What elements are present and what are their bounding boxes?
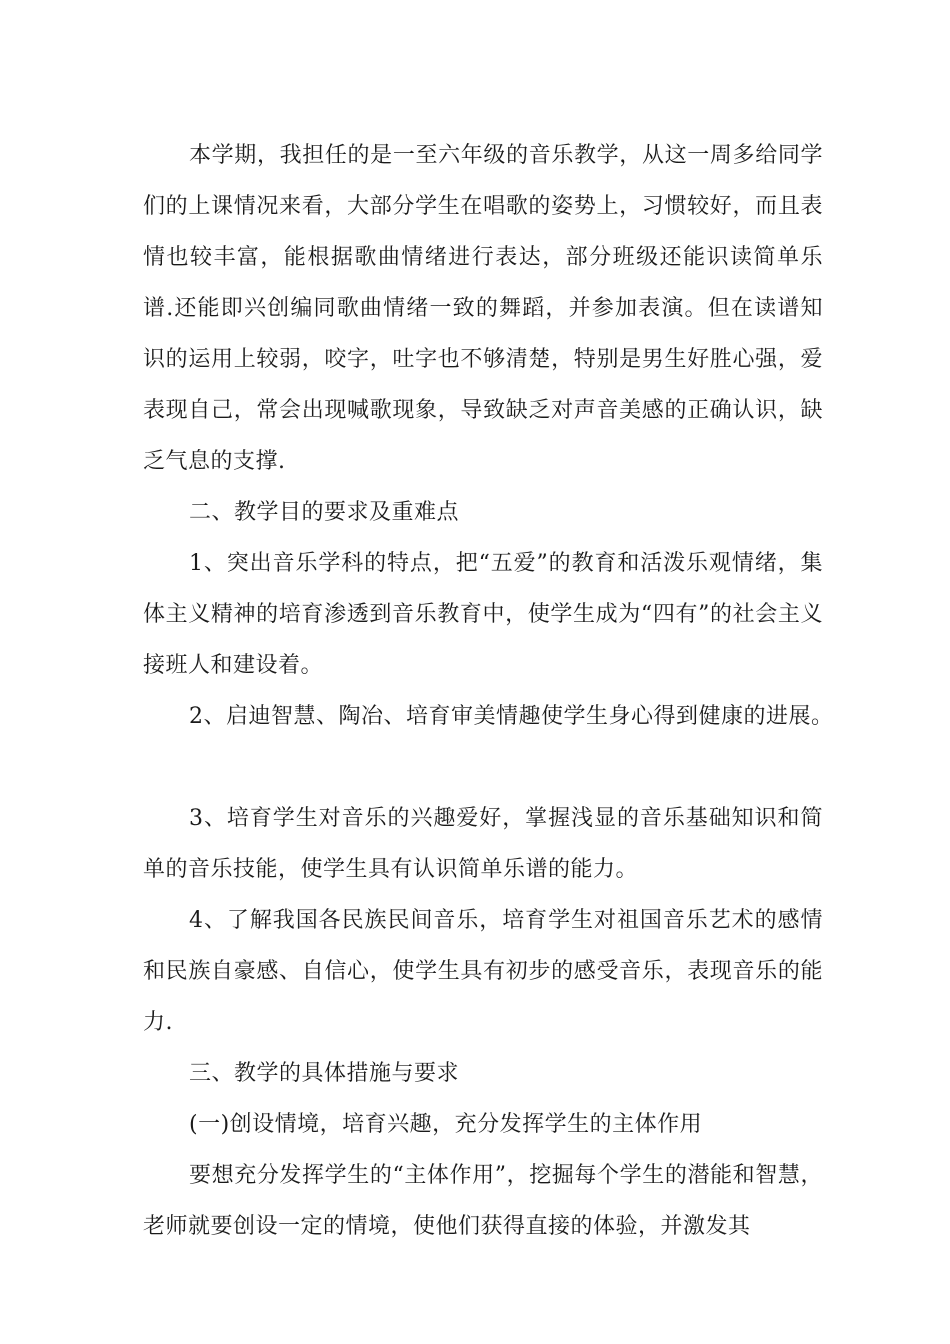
paragraph-goal-2: 2、启迪智慧、陶冶、培育审美情趣使学生身心得到健康的进展。 [189,704,834,729]
subheading-measure-1: (一)创设情境，培育兴趣，充分发挥学生的主体作用 [189,1112,703,1137]
paragraph-intro: 本学期，我担任的是一至六年级的音乐教学，从这一周多给同学们的上课情况来看，大部分学生在唱歌的姿势上，习惯较好，而且表情也较丰富，能根据歌曲情绪进行表达，部分班级还能识读简单乐谱.还能即兴创编同歌曲情绪一致的舞蹈，并参加表演。但在读谱知识的运用上较弱，咬字，吐字也不够清楚，特别是男生好胜心强，爱表现自己，常会出现喊歌现象，导致缺乏对声音美感的正确认识，缺乏气息的支撑. [143,143,823,474]
paragraph-measure-1: 要想充分发挥学生的“主体作用”，挖掘每个学生的潜能和智慧，老师就要创设一定的情境，使他们获得直接的体验，并激发其 [143,1163,823,1239]
heading-section-three: 三、教学的具体措施与要求 [189,1061,460,1086]
document-body [143,130,834,1252]
blank-line [143,742,823,793]
heading-section-two: 二、教学目的要求及重难点 [189,500,460,525]
paragraph-goal-4: 4、了解我国各民族民间音乐，培育学生对祖国音乐艺术的感情和民族自豪感、自信心，使学生具有初步的感受音乐，表现音乐的能力. [143,908,823,1035]
paragraph-goal-1: 1、突出音乐学科的特点，把“五爱”的教育和活泼乐观情绪，集体主义精神的培育渗透到音乐教育中，使学生成为“四有”的社会主义接班人和建设着。 [143,551,823,678]
paragraph-goal-3: 3、培育学生对音乐的兴趣爱好，掌握浅显的音乐基础知识和简单的音乐技能，使学生具有认识简单乐谱的能力。 [143,806,823,882]
